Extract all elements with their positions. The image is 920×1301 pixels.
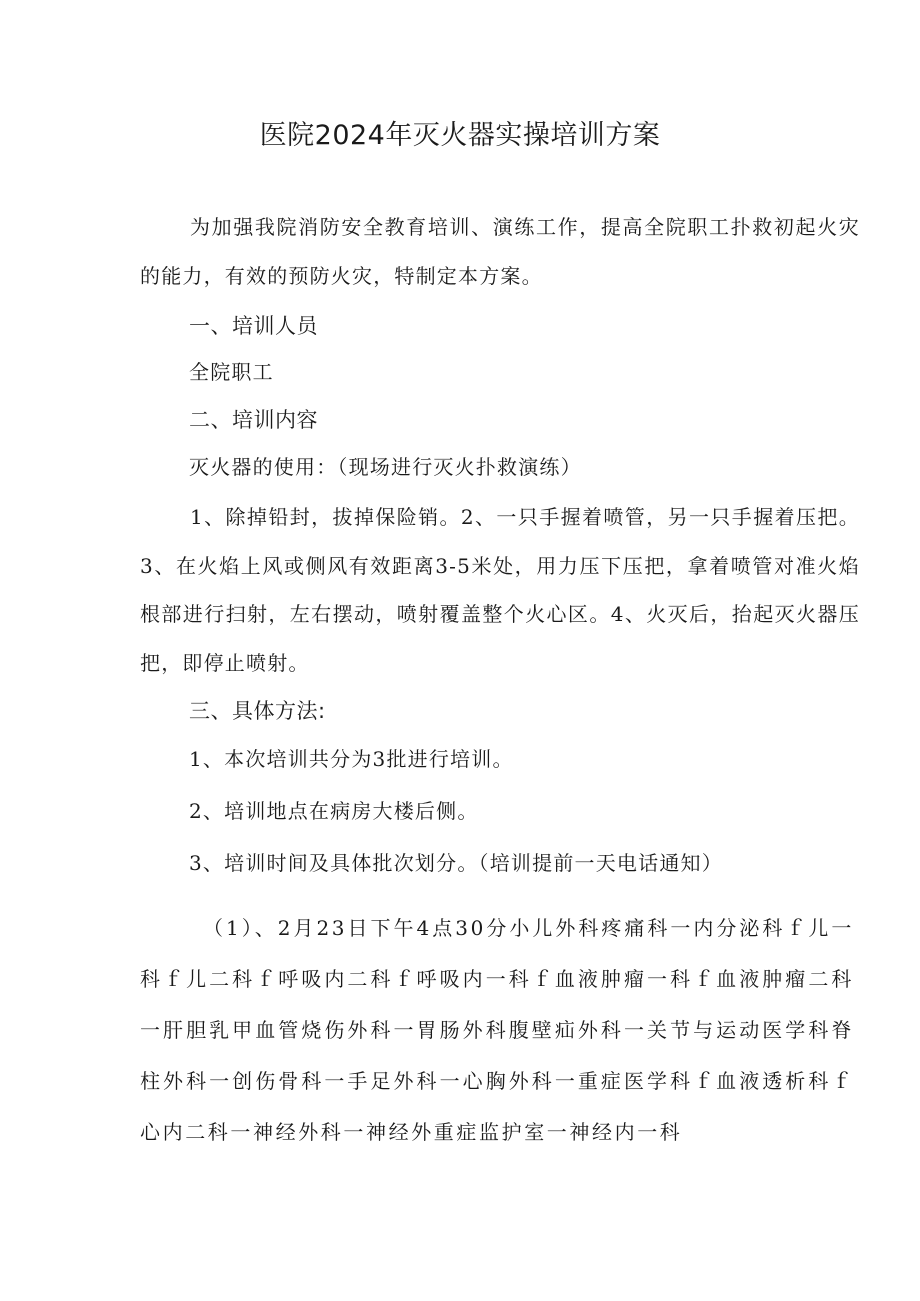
- document-title: 医院2024年灭火器实操培训方案: [259, 120, 661, 151]
- extinguisher-usage-subtitle: 灭火器的使用：（现场进行灭火扑救演练）: [189, 455, 582, 479]
- section-heading-content: 二、培训内容: [189, 408, 318, 432]
- method-item: 2、培训地点在病房大楼后侧。: [189, 799, 479, 823]
- method-item: 1、本次培训共分为3批进行培训。: [189, 747, 514, 771]
- batch-1-paragraph: （1）、2月23日下午4点30分小儿外科疼痛科一内分泌科ｆ儿一科ｆ儿二科ｆ呼吸内二科ｆ呼吸内一科ｆ血液肿瘤一科ｆ血液肿瘤二科一肝胆乳甲血管烧伤外科一胃肠外科腹壁疝外科一关节与运动医学科脊柱外科一创伤骨科一手足外科一心胸外科一重症医学科ｆ血液透析科ｆ心内二科一神经外科一神经外重症监护室一神经内一科: [140, 916, 854, 1144]
- intro-paragraph: 为加强我院消防安全教育培训、演练工作，提高全院职工扑救初起火灾的能力，有效的预防火灾，特制定本方案。: [140, 215, 860, 288]
- section-heading-personnel: 一、培训人员: [189, 314, 318, 338]
- method-item: 3、培训时间及具体批次划分。（培训提前一天电话通知）: [189, 851, 723, 875]
- section-heading-method: 三、具体方法:: [189, 699, 326, 723]
- personnel-text: 全院职工: [189, 360, 274, 384]
- extinguisher-steps-paragraph: 1、除掉铅封，拔掉保险销。2、一只手握着喷管，另一只手握着压把。3、在火焰上风或侧风有效距离3-5米处，用力压下压把，拿着喷管对准火焰根部进行扫射，左右摆动，喷射覆盖整个火心区。4、火灭后，抬起灭火器压把，即停止喷射。: [140, 505, 860, 675]
